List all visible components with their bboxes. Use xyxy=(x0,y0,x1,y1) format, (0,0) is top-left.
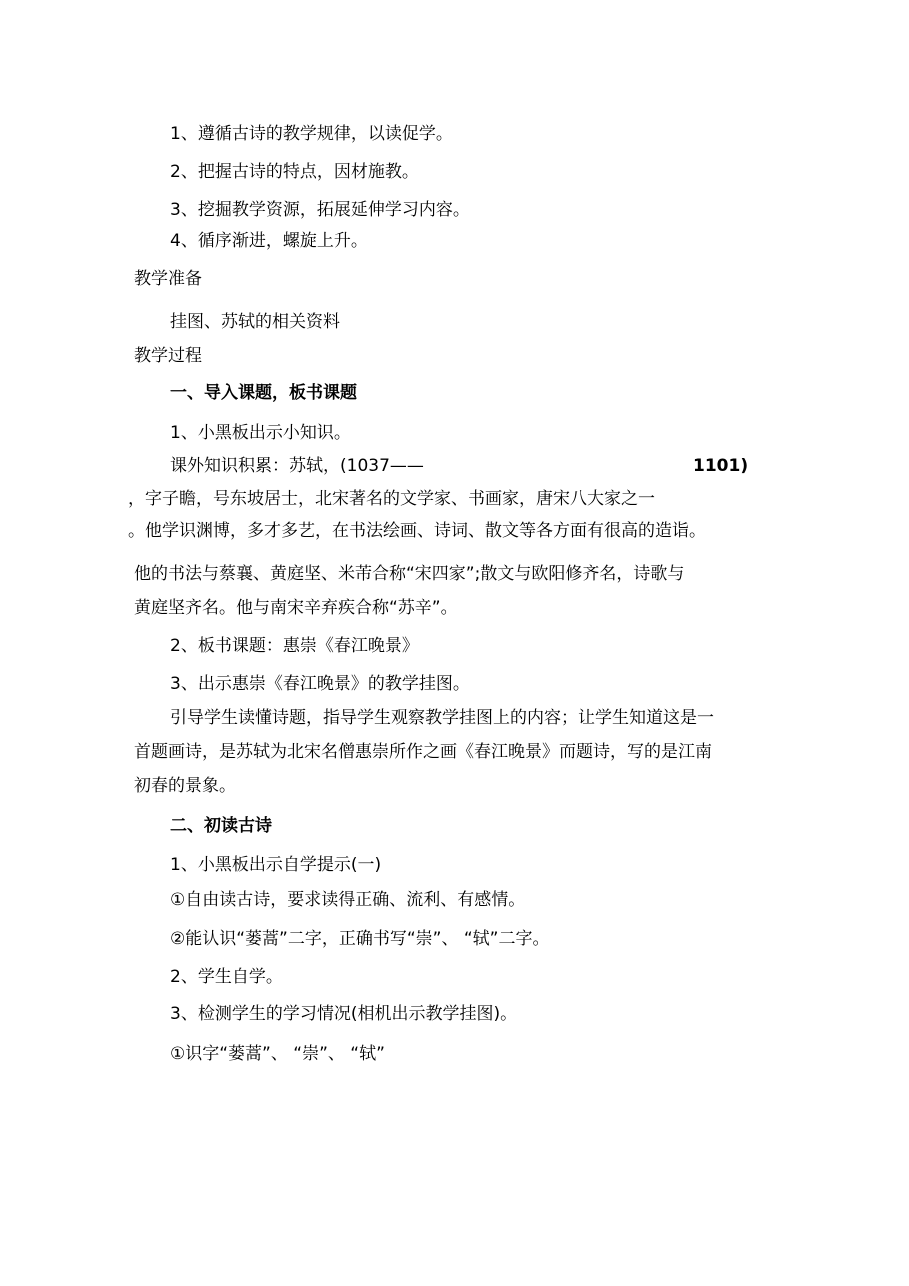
tip-1: ①自由读古诗，要求读得正确、流利、有感情。 xyxy=(170,890,526,910)
bio-line-2: 。他学识渊博，多才多艺，在书法绘画、诗词、散文等各方面有很高的造诣。 xyxy=(128,521,706,541)
check-1: ①识字“蒌蒿”、 “崇”、 “轼” xyxy=(170,1044,385,1064)
guide-line-2: 首题画诗，是苏轼为北宋名僧惠崇所作之画《春江晚景》而题诗，写的是江南 xyxy=(134,742,712,762)
part2-step1: 1、小黑板出示自学提示(一) xyxy=(170,855,382,875)
principle-4: 4、循序渐进，螺旋上升。 xyxy=(170,231,368,251)
principle-2: 2、把握古诗的特点，因材施教。 xyxy=(170,162,419,182)
bio-line-1: ，字子瞻，号东坡居士，北宋著名的文学家、书画家，唐宋八大家之一 xyxy=(128,489,655,509)
part1-step3: 3、出示惠崇《春江晚景》的教学挂图。 xyxy=(170,674,470,694)
part2-step3: 3、检测学生的学习情况(相机出示教学挂图)。 xyxy=(170,1004,518,1024)
part1-step2: 2、板书课题：惠崇《春江晚景》 xyxy=(170,636,419,656)
part2-title: 二、初读古诗 xyxy=(170,816,272,836)
bio-line-4: 黄庭坚齐名。他与南宋辛弃疾合称“苏辛”。 xyxy=(134,598,458,618)
part2-step2: 2、学生自学。 xyxy=(170,967,283,987)
principle-1: 1、遵循古诗的教学规律，以读促学。 xyxy=(170,124,453,144)
guide-line-1: 引导学生读懂诗题，指导学生观察教学挂图上的内容；让学生知道这是一 xyxy=(170,708,714,728)
part1-step1: 1、小黑板出示小知识。 xyxy=(170,423,351,443)
part1-title: 一、导入课题，板书课题 xyxy=(170,383,357,403)
guide-line-3: 初春的景象。 xyxy=(134,776,236,796)
tip-2: ②能认识“蒌蒿”二字，正确书写“崇”、 “轼”二字。 xyxy=(170,929,550,949)
process-heading: 教学过程 xyxy=(134,346,202,366)
knowledge-prefix: 课外知识积累：苏轼，(1037—— xyxy=(170,456,424,476)
prep-heading: 教学准备 xyxy=(134,269,202,289)
knowledge-year-end: 1101) xyxy=(693,456,749,476)
principle-3: 3、挖掘教学资源，拓展延伸学习内容。 xyxy=(170,200,470,220)
bio-line-3: 他的书法与蔡襄、黄庭坚、米芾合称“宋四家”;散文与欧阳修齐名，诗歌与 xyxy=(134,564,685,584)
prep-text: 挂图、苏轼的相关资料 xyxy=(170,312,340,332)
